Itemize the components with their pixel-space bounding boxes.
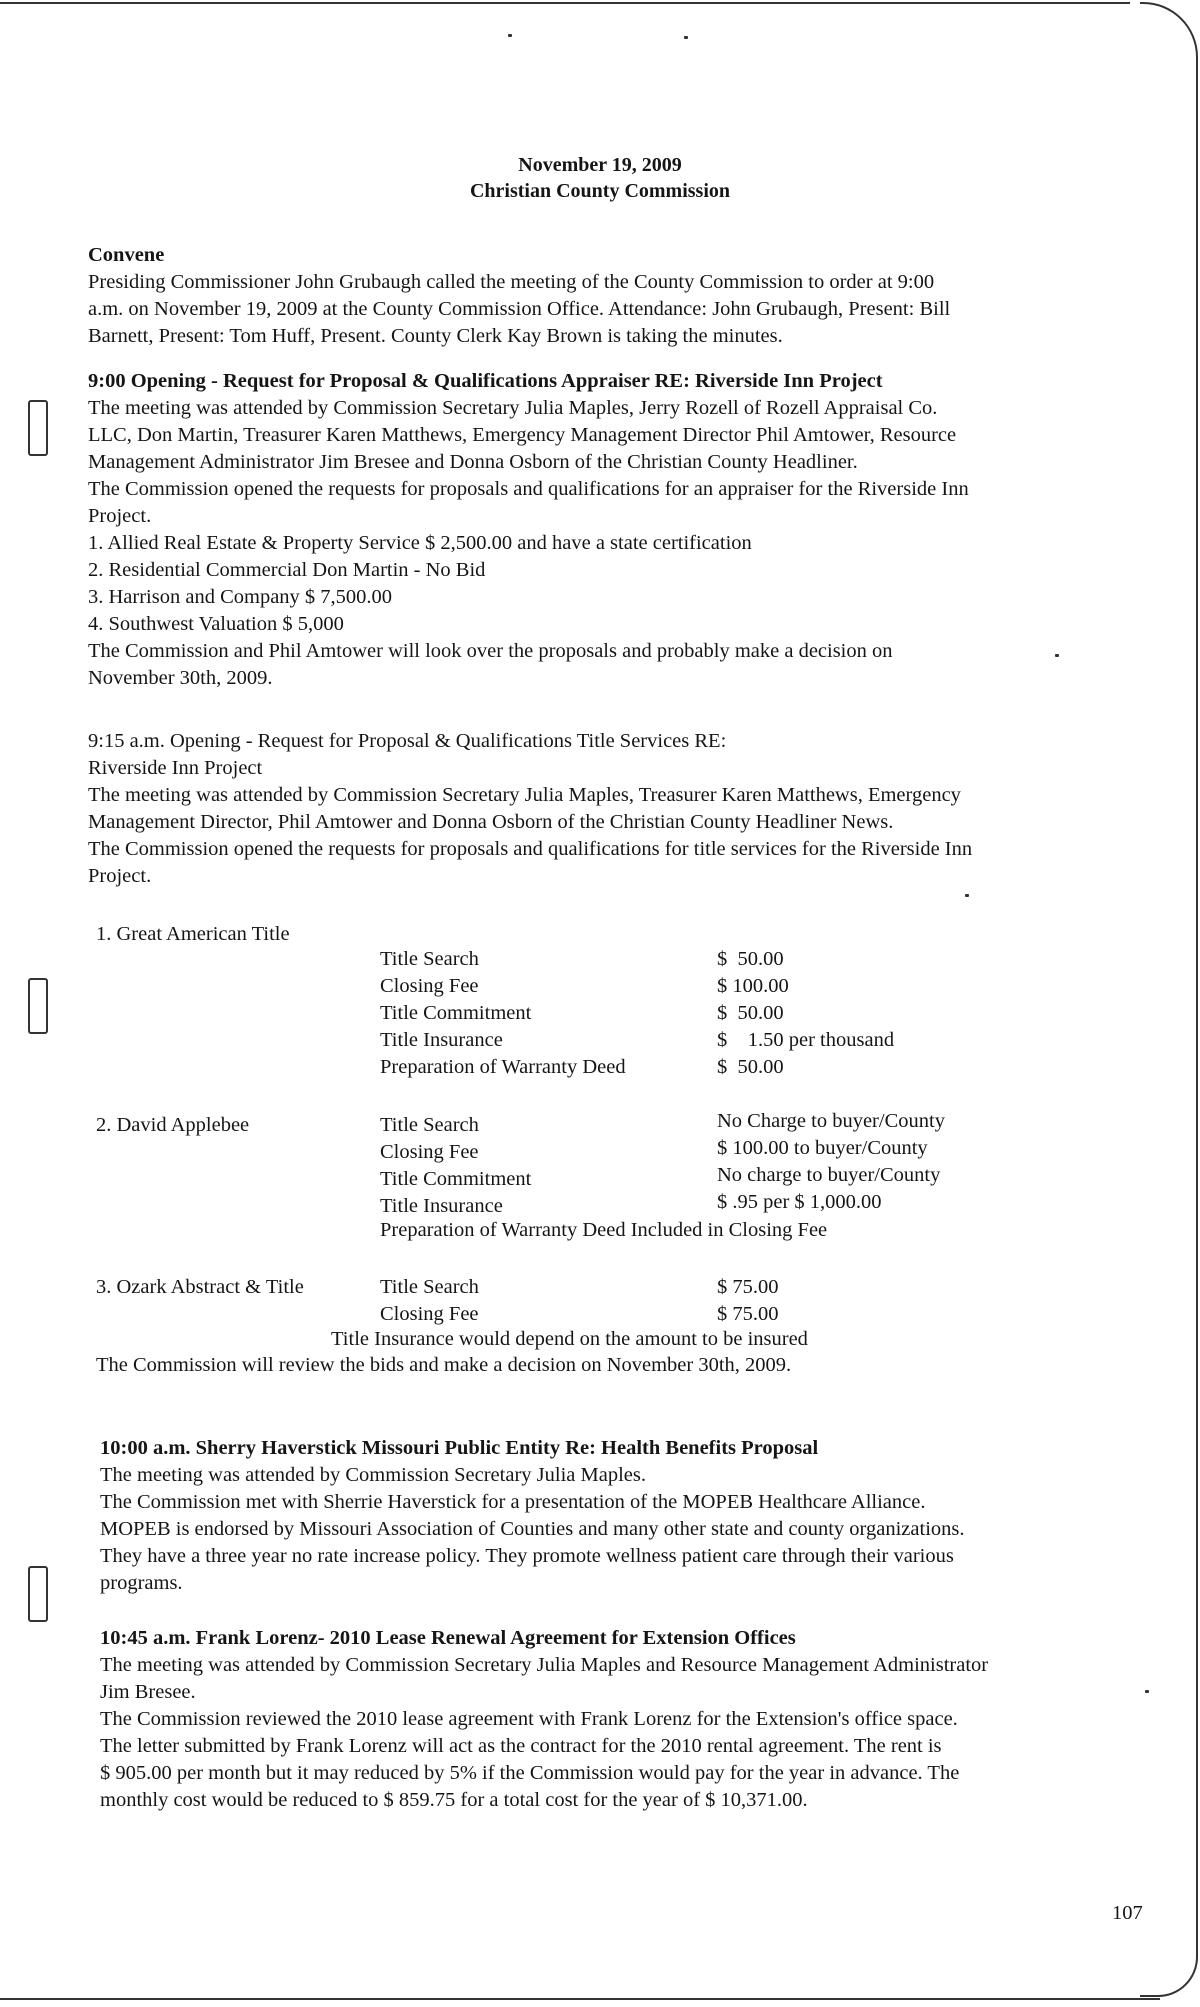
appraiser-line: LLC, Don Martin, Treasurer Karen Matthews, Emergency Management Director Phil Amtower, Resource [88,424,957,446]
appraiser-heading: 9:00 Opening - Request for Proposal & Qualifications Appraiser RE: Riverside Inn Project [88,370,883,392]
appraiser-bid: 4. Southwest Valuation $ 5,000 [88,613,344,635]
binder-hole-icon [28,978,48,1034]
health-line: The Commission met with Sherrie Haverstick for a presentation of the MOPEB Healthcare Alliance. [100,1491,926,1513]
scan-speck [965,894,969,897]
fee-label: Closing Fee [380,1141,479,1163]
lease-line: The letter submitted by Frank Lorenz will act as the contract for the 2010 rental agreement. The rent is [100,1735,942,1757]
convene-heading: Convene [88,244,165,266]
fee-value: $ 75.00 [717,1276,779,1298]
bidder-name: 1. Great American Title [96,923,290,945]
lease-line: The Commission reviewed the 2010 lease agreement with Frank Lorenz for the Extension's office space. [100,1708,958,1730]
fee-label: Closing Fee [380,975,479,997]
appraiser-line: Management Administrator Jim Bresee and Donna Osborn of the Christian County Headliner. [88,451,858,473]
fee-value: $ 100.00 to buyer/County [717,1137,928,1159]
fee-label: Title Search [380,1114,479,1136]
fee-value: $ 50.00 [717,948,784,970]
fee-value: $ 50.00 [717,1056,784,1078]
title-services-line: The meeting was attended by Commission Secretary Julia Maples, Treasurer Karen Matthews, Emergency [88,784,961,806]
appraiser-bid: 2. Residential Commercial Don Martin - No Bid [88,559,486,581]
lease-section [100,1625,1150,1814]
title-services-closing: The Commission will review the bids and make a decision on November 30th, 2009. [96,1354,792,1376]
page-number: 107 [1112,1902,1143,1924]
fee-value: No Charge to buyer/County [717,1110,945,1132]
convene-line: Barnett, Present: Tom Huff, Present. County Clerk Kay Brown is taking the minutes. [88,325,783,347]
binder-hole-icon [28,400,48,456]
health-section [100,1435,1150,1597]
health-line: The meeting was attended by Commission Secretary Julia Maples. [100,1464,646,1486]
title-services-section [88,728,1138,890]
fee-label: Title Commitment [380,1168,532,1190]
fee-label: Title Insurance [380,1195,503,1217]
health-heading: 10:00 a.m. Sherry Haverstick Missouri Public Entity Re: Health Benefits Proposal [100,1437,819,1459]
fee-label: Title Search [380,1276,479,1298]
document-title: Christian County Commission [469,180,731,202]
bidder-name: 3. Ozark Abstract & Title [96,1276,304,1298]
fee-note: Preparation of Warranty Deed Included in Closing Fee [380,1219,828,1241]
fee-label: Preparation of Warranty Deed [380,1056,626,1078]
scan-border-bottom [0,1998,1160,2000]
fee-label: Title Insurance [380,1029,503,1051]
bidder-name: 2. David Applebee [96,1114,250,1136]
appraiser-line: The Commission and Phil Amtower will look over the proposals and probably make a decision on [88,640,893,662]
lease-heading: 10:45 a.m. Frank Lorenz- 2010 Lease Renewal Agreement for Extension Offices [100,1627,796,1649]
fee-value: $ 50.00 [717,1002,784,1024]
appraiser-section [88,368,1138,692]
fee-label: Title Search [380,948,479,970]
appraiser-bid: 3. Harrison and Company $ 7,500.00 [88,586,393,608]
fee-value: $ 75.00 [717,1303,779,1325]
health-line: They have a three year no rate increase policy. They promote wellness patient care through their various [100,1545,954,1567]
fee-note: Title Insurance would depend on the amount to be insured [331,1328,808,1350]
health-line: programs. [100,1572,183,1594]
title-services-line: 9:15 a.m. Opening - Request for Proposal & Qualifications Title Services RE: [88,730,727,752]
lease-line: $ 905.00 per month but it may reduced by 5% if the Commission would pay for the year in advance. The [100,1762,960,1784]
scan-border-top [0,2,1130,4]
title-services-line: Project. [88,865,152,887]
title-services-line: The Commission opened the requests for proposals and qualifications for title services for the Riverside Inn [88,838,973,860]
meeting-date: November 19, 2009 [518,154,682,176]
lease-line: monthly cost would be reduced to $ 859.75 for a total cost for the year of $ 10,371.00. [100,1789,808,1811]
scan-speck [684,36,688,39]
scan-speck [508,34,512,37]
fee-value: No charge to buyer/County [717,1164,941,1186]
title-services-line: Management Director, Phil Amtower and Donna Osborn of the Christian County Headliner News. [88,811,894,833]
binder-hole-icon [28,1566,48,1622]
fee-label: Title Commitment [380,1002,532,1024]
health-line: MOPEB is endorsed by Missouri Association of Counties and many other state and county organizations. [100,1518,965,1540]
appraiser-bid: 1. Allied Real Estate & Property Service $ 2,500.00 and have a state certification [88,532,752,554]
convene-section [88,242,1138,350]
appraiser-line: The meeting was attended by Commission Secretary Julia Maples, Jerry Rozell of Rozell Appraisal Co. [88,397,938,419]
lease-line: Jim Bresee. [100,1681,196,1703]
title-services-line: Riverside Inn Project [88,757,263,779]
convene-line: Presiding Commissioner John Grubaugh called the meeting of the County Commission to order at 9:00 [88,271,935,293]
convene-line: a.m. on November 19, 2009 at the County Commission Office. Attendance: John Grubaugh, Present: Bill [88,298,951,320]
fee-value: $ 1.50 per thousand [717,1029,895,1051]
fee-label: Closing Fee [380,1303,479,1325]
lease-line: The meeting was attended by Commission Secretary Julia Maples and Resource Management Administrator [100,1654,989,1676]
fee-value: $ .95 per $ 1,000.00 [717,1191,882,1213]
appraiser-line: November 30th, 2009. [88,667,273,689]
fee-value: $ 100.00 [717,975,789,997]
appraiser-line: The Commission opened the requests for proposals and qualifications for an appraiser for the Riverside Inn [88,478,969,500]
appraiser-line: Project. [88,505,152,527]
